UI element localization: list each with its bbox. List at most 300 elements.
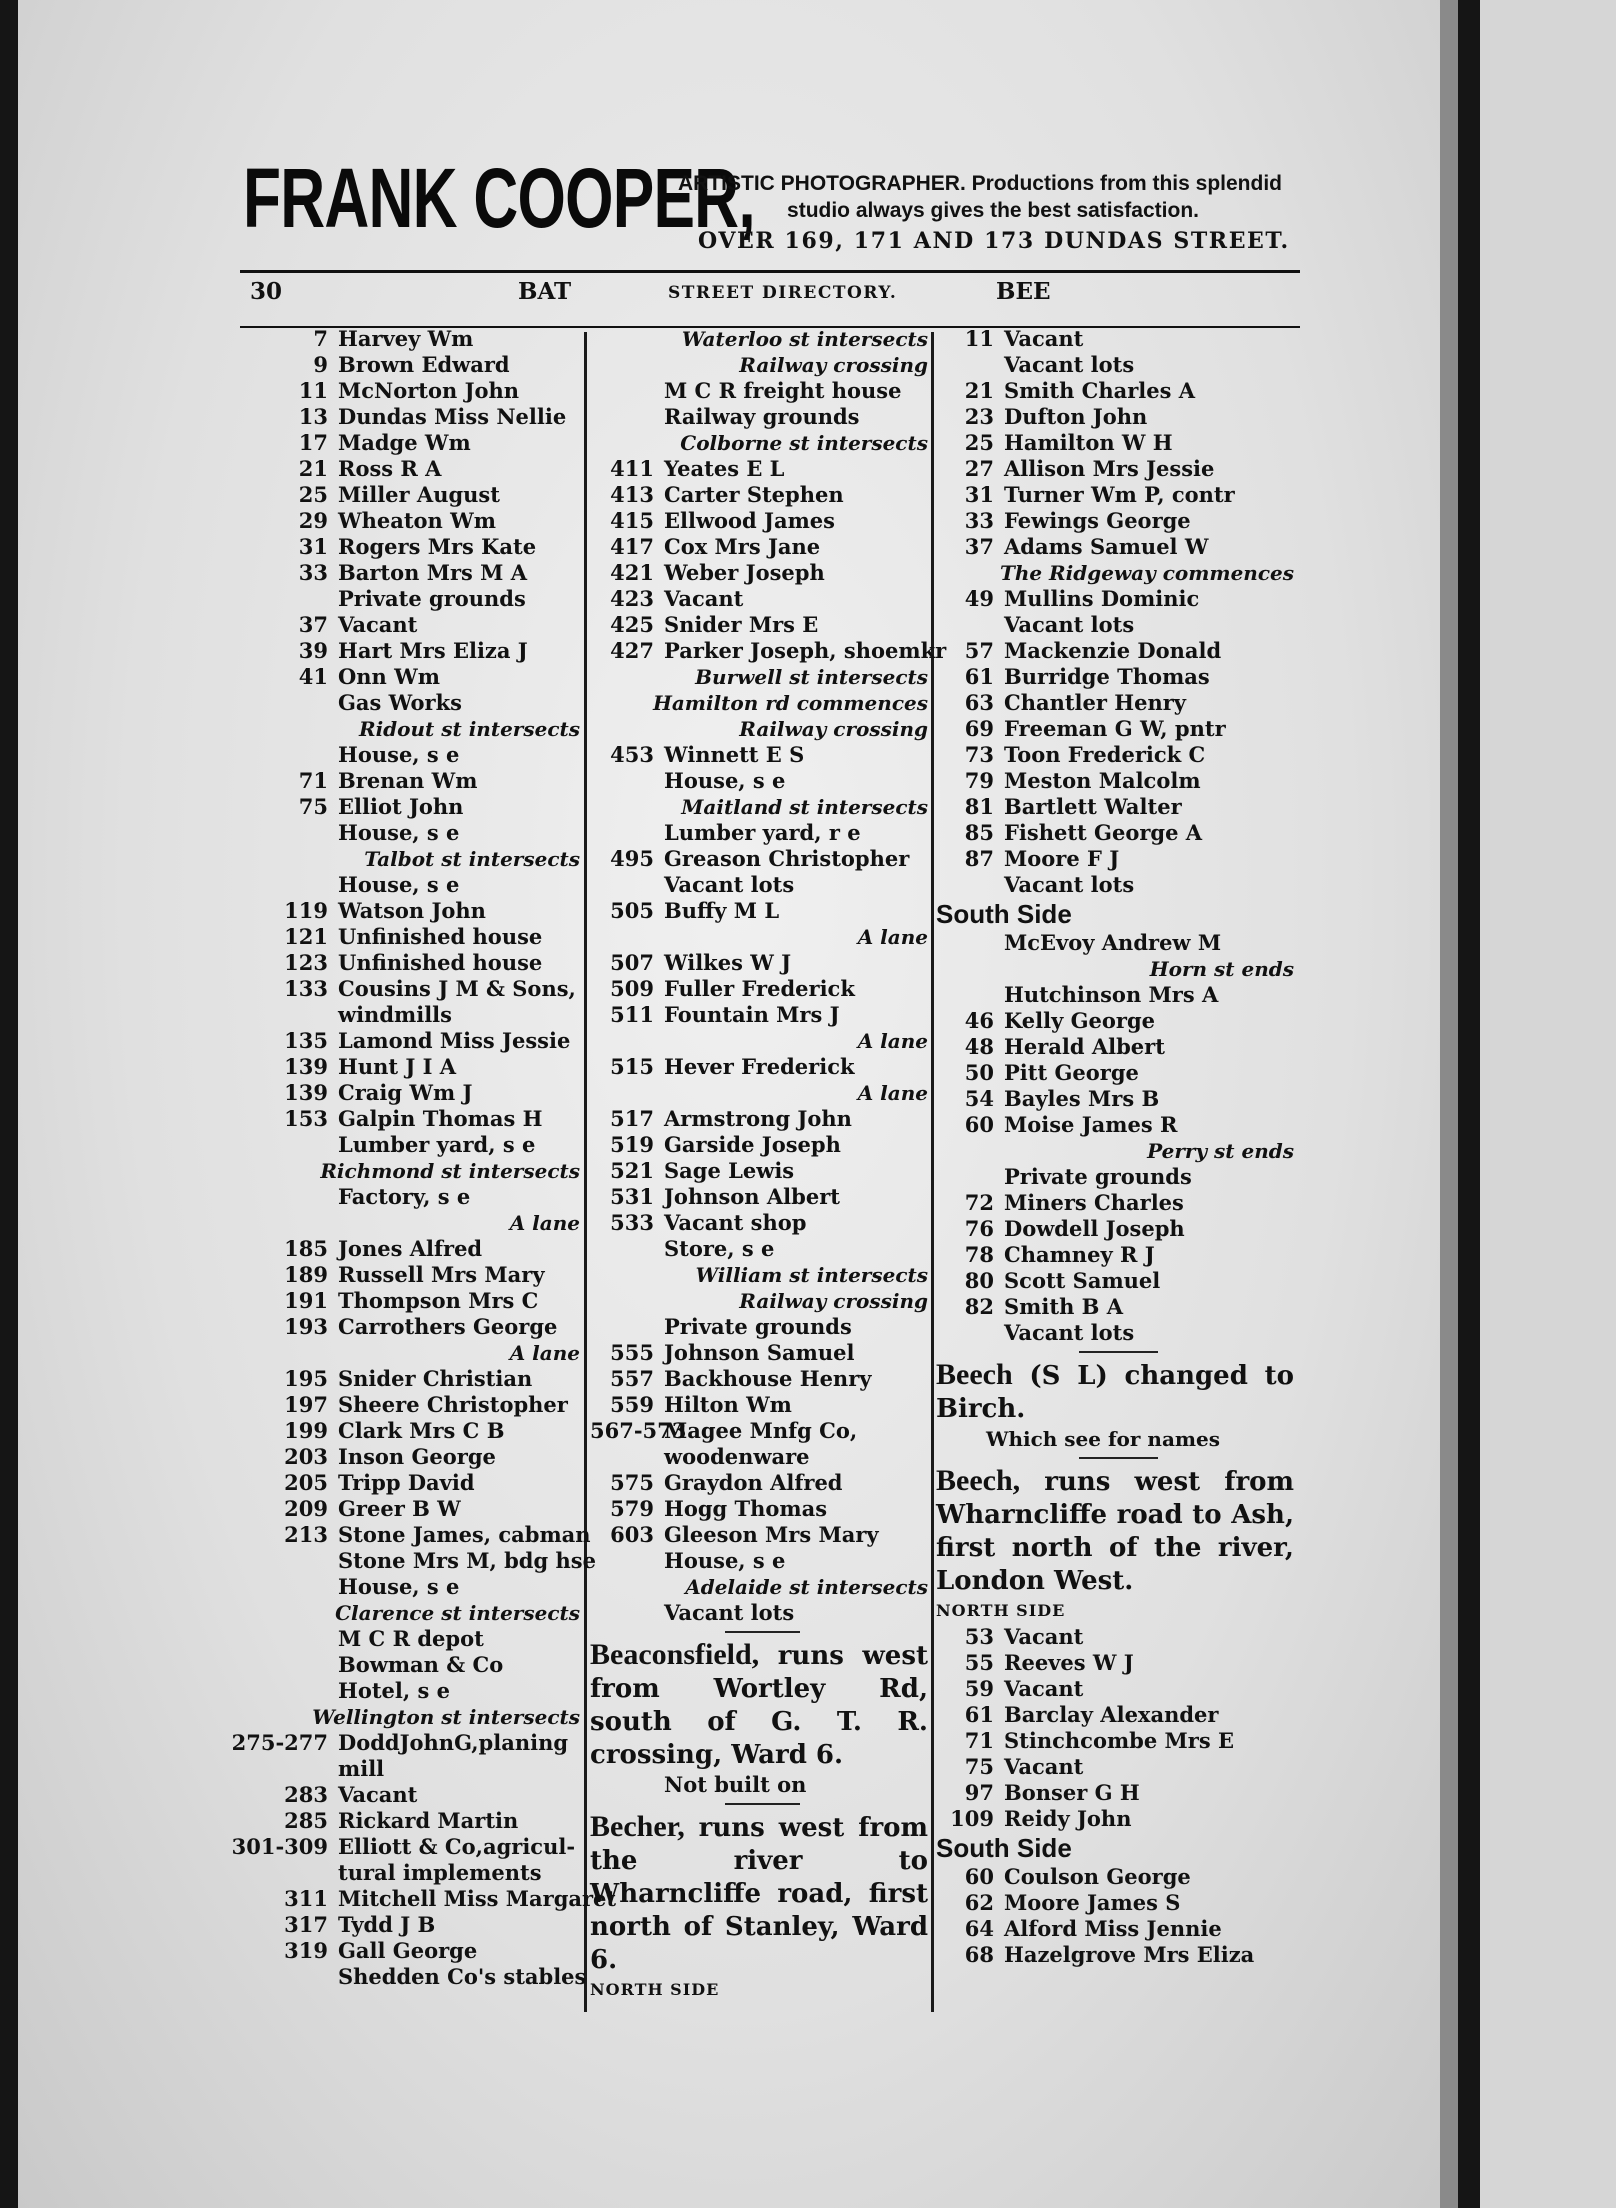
occupant-name: Stinchcombe Mrs E [1004,1728,1234,1753]
directory-entry [228,1054,580,1080]
directory-entry [228,638,580,664]
tagline-line-1: ARTISTIC PHOTOGRAPHER. Productions from this splendid [678,172,1282,195]
occupant-name: Smith B A [1004,1294,1123,1319]
directory-entry [590,1496,928,1522]
house-number: 85 [964,820,994,845]
occupant-name: Meston Malcolm [1004,768,1201,793]
house-number: 17 [298,430,328,455]
cross-street-note: Richmond st intersects [320,1159,580,1183]
scan-gutter-left [0,0,18,2208]
occupant-name: Madge Wm [338,430,471,455]
house-number: 203 [284,1444,328,1469]
occupant-name: Rogers Mrs Kate [338,534,537,559]
house-number: 555 [610,1340,654,1365]
occupant-name: Hart Mrs Eliza J [338,638,528,663]
directory-entry [590,742,928,768]
occupant-name: Mullins Dominic [1004,586,1200,611]
occupant-name: Hogg Thomas [664,1496,828,1521]
house-number: 25 [964,430,994,455]
occupant-name: Miners Charles [1004,1190,1184,1215]
occupant-name: Armstrong John [664,1106,852,1131]
running-head-right: BEE [996,278,1051,305]
cross-street-note: The Ridgeway commences [999,561,1294,585]
occupant-name: Burridge Thomas [1004,664,1210,689]
cross-street-note: William st intersects [695,1263,928,1287]
directory-entry [228,794,580,820]
directory-entry [590,1054,928,1080]
occupant-name: Fuller Frederick [664,976,855,1001]
directory-entry [936,768,1294,794]
directory-continuation: Vacant lots [664,872,795,897]
directory-continuation: Bowman & Co [338,1652,504,1677]
street-description-text: runs west from Wortley Rd, south of G. T. R. crossing, Ward 6. [590,1641,928,1770]
directory-entry [936,690,1294,716]
house-number: 557 [610,1366,654,1391]
house-number: 213 [284,1522,328,1547]
house-number: 62 [964,1890,994,1915]
house-number: 72 [964,1190,994,1215]
cross-street-note: Talbot st intersects [364,847,580,871]
directory-continuation: Vacant lots [1004,1320,1135,1345]
directory-entry [590,898,928,924]
section-separator [590,1798,928,1810]
occupant-name: Fewings George [1004,508,1191,533]
directory-entry [936,1650,1294,1676]
house-number: 82 [964,1294,994,1319]
directory-entry [228,950,580,976]
house-number: 87 [964,846,994,871]
occupant-name: Rickard Martin [338,1808,519,1833]
house-number: 48 [964,1034,994,1059]
house-number: 311 [284,1886,328,1911]
house-number: 285 [284,1808,328,1833]
house-number: 123 [284,950,328,975]
house-number: 495 [610,846,654,871]
house-number: 55 [964,1650,994,1675]
occupant-name: Snider Mrs E [664,612,819,637]
street-description-text: (S L) changed to Birch. [936,1361,1294,1424]
directory-entry [228,924,580,950]
house-number: 80 [964,1268,994,1293]
directory-entry [936,1242,1294,1268]
directory-entry [936,1780,1294,1806]
directory-continuation: Private grounds [338,586,526,611]
scan-edge-dark [1458,0,1480,2208]
house-number: 205 [284,1470,328,1495]
house-number: 189 [284,1262,328,1287]
house-number: 60 [964,1864,994,1889]
house-number: 79 [964,768,994,793]
occupant-name: Vacant [338,612,418,637]
house-number: 411 [610,456,654,481]
directory-entry [590,456,928,482]
directory-continuation: Shedden Co's stables [338,1964,587,1989]
occupant-name: Winnett E S [664,742,805,767]
directory-entry [936,482,1294,508]
house-number: 567-573 [590,1418,687,1443]
occupant-name: Carrothers George [338,1314,558,1339]
directory-entry [936,430,1294,456]
directory-entry [228,1262,580,1288]
house-number: 559 [610,1392,654,1417]
occupant-name: Cox Mrs Jane [664,534,821,559]
house-number: 69 [964,716,994,741]
occupant-name: Mackenzie Donald [1004,638,1222,663]
house-number: 64 [964,1916,994,1941]
house-number: 505 [610,898,654,923]
directory-entry [228,560,580,586]
directory-entry [590,534,928,560]
occupant-name: Clark Mrs C B [338,1418,505,1443]
directory-entry [590,1210,928,1236]
occupant-name: Reidy John [1004,1806,1132,1831]
directory-continuation: M C R depot [338,1626,484,1651]
occupant-name: Scott Samuel [1004,1268,1161,1293]
occupant-name: Kelly George [1004,1008,1156,1033]
directory-entry [228,1366,580,1392]
directory-continuation: Hotel, s e [338,1678,451,1703]
street-description [936,1358,1294,1426]
occupant-name: Unfinished house [338,924,543,949]
occupant-name: Sage Lewis [664,1158,795,1183]
occupant-name: Reeves W J [1004,1650,1134,1675]
directory-entry [936,1216,1294,1242]
directory-entry [936,1060,1294,1086]
directory-continuation: Lumber yard, r e [664,820,861,845]
street-name: Becher, [590,1810,685,1843]
directory-entry [936,1624,1294,1650]
occupant-name: Chamney R J [1004,1242,1155,1267]
directory-entry [228,1444,580,1470]
directory-continuation: Stone Mrs M, bdg hse [338,1548,596,1573]
directory-entry [936,1806,1294,1832]
directory-continuation: Private grounds [664,1314,852,1339]
directory-entry [590,1522,928,1548]
occupant-name: Sheere Christopher [338,1392,568,1417]
directory-entry [228,1886,617,1912]
directory-entry [228,1392,580,1418]
cross-street-note: Railway crossing [739,717,928,741]
column-1 [228,326,617,1990]
occupant-name: Tydd J B [338,1912,436,1937]
directory-entry [936,326,1294,352]
house-number: 97 [964,1780,994,1805]
directory-continuation: House, s e [338,872,460,897]
directory-continuation: House, s e [664,1548,786,1573]
directory-entry [228,1106,580,1132]
occupant-name: Harvey Wm [338,326,474,351]
cross-street-note: Railway crossing [739,1289,928,1313]
directory-entry [228,1938,580,1964]
cross-street-note: Waterloo st intersects [681,327,928,351]
tagline-line-2: studio always gives the best satisfaction. [787,199,1199,222]
occupant-name: Toon Frederick C [1004,742,1206,767]
occupant-name: Bonser G H [1004,1780,1140,1805]
cross-street-note: Burwell st intersects [695,665,928,689]
occupant-name: Wheaton Wm [338,508,496,533]
directory-continuation: Gas Works [338,690,462,715]
running-head-center: STREET DIRECTORY. [668,283,898,303]
occupant-name: Ross R A [338,456,442,481]
house-number: 509 [610,976,654,1001]
occupant-name: Vacant [664,586,744,611]
occupant-name: Greer B W [338,1496,461,1521]
house-number: 49 [964,586,994,611]
occupant-name: Bartlett Walter [1004,794,1182,819]
house-number: 453 [610,742,654,767]
directory-continuation: M C R freight house [664,378,902,403]
occupant-name: Smith Charles A [1004,378,1196,403]
house-number: 195 [284,1366,328,1391]
directory-entry [228,898,580,924]
directory-entry [228,508,580,534]
directory-entry [590,1158,928,1184]
occupant-name: Mitchell Miss Margaret [338,1886,617,1911]
occupant-name: Fountain Mrs J [664,1002,840,1027]
directory-entry [590,586,928,612]
advertiser-name: FRANK COOPER, [243,151,755,245]
occupant-name: Vacant [1004,326,1084,351]
occupant-name: Russell Mrs Mary [338,1262,545,1287]
house-number: 37 [298,612,328,637]
directory-page [18,0,1458,2208]
occupant-name: Elliot John [338,794,464,819]
cross-street-note: Ridout st intersects [358,717,580,741]
directory-continuation: Vacant lots [664,1600,795,1625]
directory-entry [228,404,580,430]
house-number: 71 [964,1728,994,1753]
side-subheading: NORTH SIDE [936,1601,1066,1620]
occupant-name: Moore F J [1004,846,1120,871]
directory-continuation: House, s e [338,820,460,845]
occupant-name: Pitt George [1004,1060,1139,1085]
house-number: 415 [610,508,654,533]
house-number: 59 [964,1676,994,1701]
occupant-name: Johnson Albert [664,1184,840,1209]
directory-continuation: Store, s e [664,1236,775,1261]
occupant-name: Cousins J M & Sons, [338,976,576,1001]
house-number: 185 [284,1236,328,1261]
directory-entry [936,534,1294,560]
occupant-name: Alford Miss Jennie [1004,1916,1222,1941]
section-separator [590,1626,928,1638]
house-number: 425 [610,612,654,637]
house-number: 507 [610,950,654,975]
side-heading: South Side [936,1833,1072,1863]
house-number: 135 [284,1028,328,1053]
occupant-name: Tripp David [338,1470,475,1495]
directory-entry [228,1522,591,1548]
directory-continuation: Factory, s e [338,1184,471,1209]
occupant-name: Parker Joseph, shoemkr [664,638,947,663]
cross-street-note: Hamilton rd commences [652,691,928,715]
street-description-text: runs west from the river to Wharncliffe road, first north of Stanley, Ward 6. [590,1813,928,1975]
house-number: 57 [964,638,994,663]
occupant-name: Hazelgrove Mrs Eliza [1004,1942,1255,1967]
house-number: 50 [964,1060,994,1085]
occupant-name: Vacant [1004,1754,1084,1779]
scan-edge-page [1480,0,1616,2208]
house-number: 191 [284,1288,328,1313]
cross-street-note: A lane [857,1029,928,1053]
directory-continuation: mill [338,1756,385,1781]
occupant-name: Onn Wm [338,664,440,689]
directory-entry [590,482,928,508]
cross-street-note: Wellington st intersects [312,1705,580,1729]
occupant-name: Stone James, cabman [338,1522,591,1547]
directory-entry [228,430,580,456]
directory-entry [228,534,580,560]
house-number: 33 [964,508,994,533]
directory-entry [228,1912,580,1938]
house-number: 139 [284,1080,328,1105]
directory-entry [590,1106,928,1132]
occupant-name: Magee Mnfg Co, [664,1418,858,1443]
directory-entry [936,664,1294,690]
directory-continuation: House, s e [338,742,460,767]
directory-entry [228,1288,580,1314]
column-divider-1 [584,332,587,2012]
section-separator [936,1346,1294,1358]
house-number: 11 [298,378,328,403]
directory-continuation: Lumber yard, s e [338,1132,536,1157]
occupant-name: Inson George [338,1444,496,1469]
house-number: 421 [610,560,654,585]
occupant-name: Hunt J I A [338,1054,457,1079]
house-number: 25 [298,482,328,507]
directory-continuation: tural implements [338,1860,542,1885]
house-number: 423 [610,586,654,611]
directory-entry [590,1132,928,1158]
directory-entry [228,664,580,690]
house-number: 29 [298,508,328,533]
occupant-name: Yeates E L [664,456,785,481]
directory-entry [228,1730,580,1756]
directory-entry [936,1112,1294,1138]
directory-entry [936,1268,1294,1294]
occupant-name: Unfinished house [338,950,543,975]
directory-entry [936,1086,1294,1112]
street-name: Beaconsfield, [590,1638,760,1671]
house-number: 60 [964,1112,994,1137]
directory-entry [936,1702,1294,1728]
house-number: 197 [284,1392,328,1417]
house-number: 7 [313,326,328,351]
directory-entry [590,1340,928,1366]
occupant-name: Barton Mrs M A [338,560,527,585]
cross-street-note: A lane [857,1081,928,1105]
cross-street-note: Maitland st intersects [681,795,928,819]
occupant-name: Gleeson Mrs Mary [664,1522,879,1547]
directory-entry [936,404,1294,430]
directory-entry [590,846,928,872]
occupant-name: Hamilton W H [1004,430,1173,455]
directory-entry [590,976,928,1002]
directory-entry [936,716,1294,742]
house-number: 121 [284,924,328,949]
house-number: 517 [610,1106,654,1131]
house-number: 301-309 [231,1834,328,1859]
directory-entry [936,1034,1294,1060]
house-number: 37 [964,534,994,559]
occupant-name: Watson John [338,898,486,923]
directory-entry [590,1470,928,1496]
occupant-name: Adams Samuel W [1004,534,1209,559]
house-number: 75 [298,794,328,819]
house-number: 33 [298,560,328,585]
house-number: 73 [964,742,994,767]
occupant-name: Dowdell Joseph [1004,1216,1185,1241]
occupant-name: Gall George [338,1938,478,1963]
street-description-text: runs west from Wharncliffe road to Ash, first north of the river, London West. [936,1467,1294,1596]
house-number: 199 [284,1418,328,1443]
house-number: 41 [298,664,328,689]
occupant-name: Moore James S [1004,1890,1181,1915]
house-number: 11 [964,326,994,351]
directory-entry [936,1294,1294,1320]
house-number: 283 [284,1782,328,1807]
directory-entry [590,950,928,976]
directory-continuation: Vacant lots [1004,352,1135,377]
directory-entry [228,1418,580,1444]
house-number: 9 [313,352,328,377]
occupant-name: Vacant shop [664,1210,807,1235]
page-number: 30 [250,278,283,305]
directory-entry [936,1728,1294,1754]
directory-entry [228,1782,580,1808]
occupant-name: Vacant [1004,1676,1084,1701]
directory-entry [590,1418,928,1444]
house-number: 413 [610,482,654,507]
house-number: 109 [950,1806,994,1831]
house-number: 31 [964,482,994,507]
house-number: 193 [284,1314,328,1339]
directory-entry [936,1190,1294,1216]
directory-continuation: windmills [338,1002,452,1027]
occupant-name: Snider Christian [338,1366,533,1391]
directory-entry [228,456,580,482]
house-number: 75 [964,1754,994,1779]
occupant-name: Galpin Thomas H [338,1106,543,1131]
directory-continuation: McEvoy Andrew M [1004,930,1222,955]
occupant-name: Vacant [1004,1624,1084,1649]
occupant-name: Turner Wm P, contr [1004,482,1235,507]
cross-street-note: Railway crossing [739,353,928,377]
cross-street-note: Adelaide st intersects [685,1575,928,1599]
scan-edge-light [1440,0,1458,2208]
house-number: 427 [610,638,654,663]
directory-entry [590,1002,928,1028]
directory-entry [228,482,580,508]
house-number: 417 [610,534,654,559]
directory-continuation: Vacant lots [1004,872,1135,897]
house-number: 31 [298,534,328,559]
house-number: 575 [610,1470,654,1495]
directory-entry [228,1834,580,1860]
house-number: 46 [964,1008,994,1033]
directory-continuation: Hutchinson Mrs A [1004,982,1219,1007]
directory-entry [590,612,928,638]
directory-entry [228,1314,580,1340]
directory-entry [228,976,580,1002]
occupant-name: Herald Albert [1004,1034,1165,1059]
directory-entry [228,1496,580,1522]
directory-entry [936,1890,1294,1916]
directory-entry [590,560,928,586]
house-number: 63 [964,690,994,715]
directory-continuation: woodenware [664,1444,810,1469]
street-name: Beech, [936,1464,1021,1497]
